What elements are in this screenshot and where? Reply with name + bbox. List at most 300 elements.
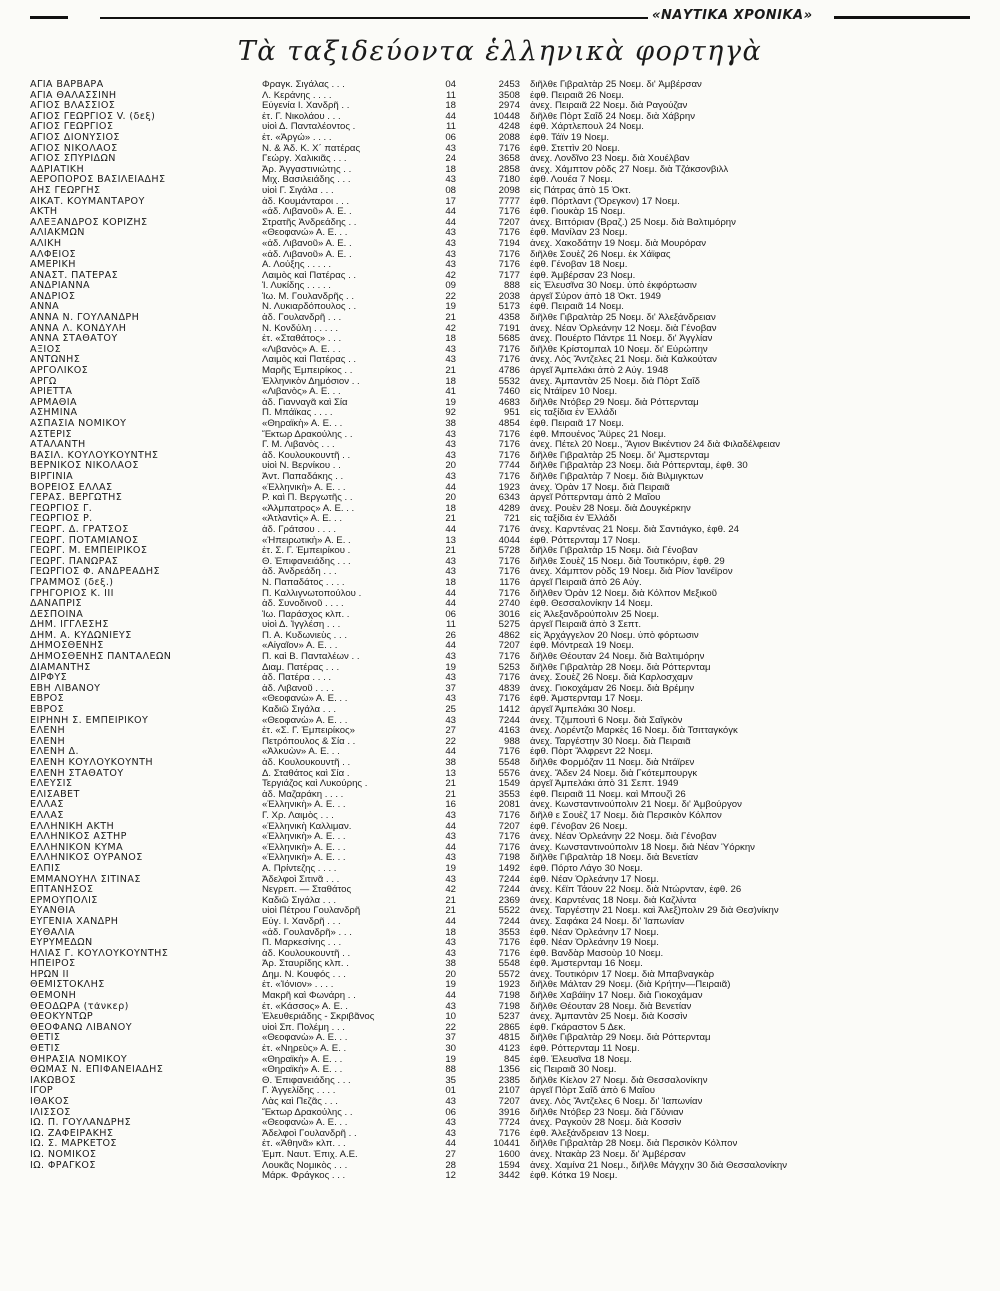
ship-owner: Καδιῶ Σιγάλα . . .: [262, 705, 337, 716]
ship-tonnage: 2385: [498, 1075, 520, 1086]
ship-owner: Ἀρ. Ἀγγαστινιώτης . .: [262, 164, 352, 175]
ship-name: ΔΗΜ. Α. ΚΥΔΩΝΙΕΥΣ: [30, 630, 132, 641]
list-item: [30, 228, 980, 239]
ship-year: 43: [445, 260, 456, 271]
ship-tonnage: 5522: [498, 906, 520, 917]
ship-tonnage: 3442: [498, 1171, 520, 1182]
ship-year: 18: [445, 101, 456, 112]
ship-owner: Λαιμὸς καὶ Πατέρας . .: [262, 270, 357, 281]
ship-name: ΙΩ. ΝΟΜΙΚΟΣ: [30, 1149, 97, 1160]
ship-tonnage: 7176: [498, 948, 520, 959]
ship-year: 18: [445, 577, 456, 588]
ship-year: 04: [445, 80, 456, 90]
ship-owner: Ἐμπ. Ναυτ. Ἐπιχ. Α.Ε.: [262, 1149, 358, 1160]
ship-name: ΙΑΚΩΒΟΣ: [30, 1075, 77, 1086]
ship-year: 43: [445, 1128, 456, 1139]
ship-position: ἐφθ. Στεττὶν 20 Νοεμ.: [530, 143, 620, 154]
ship-year: 25: [445, 705, 456, 716]
ship-owner: Λαιμὸς καὶ Πατέρας . .: [262, 355, 357, 366]
list-item: [30, 599, 980, 610]
list-item: [30, 567, 980, 578]
list-item: [30, 1150, 980, 1161]
list-item: [30, 747, 980, 758]
ship-tonnage: 7207: [498, 641, 520, 652]
ship-position: ἐφθ. Βανδὰρ Μασοὺρ 10 Νοεμ.: [530, 948, 664, 959]
ship-name: ΓΕΡΑΣ. ΒΕΡΓΩΤΗΣ: [30, 493, 123, 504]
ship-position: ἐφθ. Τάϊν 19 Νοεμ.: [530, 132, 610, 143]
ship-name: ΘΩΜΑΣ Ν. ΕΠΙΦΑΝΕΙΑΔΗΣ: [30, 1065, 164, 1076]
ship-year: 20: [445, 969, 456, 980]
ship-position: ἀνεχ. Σουὲζ 26 Νοεμ. διὰ Καρλοσχαμν: [530, 673, 693, 684]
list-item: [30, 1139, 980, 1150]
list-item: [30, 197, 980, 208]
ship-owner: υἱοὶ Δ. Ἰγγλέση . . .: [262, 620, 341, 631]
ship-year: 43: [445, 450, 456, 461]
ship-tonnage: 3553: [498, 789, 520, 800]
ship-owner: «ἀδ. Λιβανοῦ» Α. Ε. .: [262, 249, 352, 260]
ship-name: ΗΛΙΑΣ Γ. ΚΟΥΛΟΥΚΟΥΝΤΗΣ: [30, 948, 169, 959]
ship-name: ΑΓΙΑ ΘΑΛΑΣΣΙΝΗ: [30, 90, 117, 101]
ship-owner: ἀδ. Κουμάνταροι . . .: [262, 196, 350, 207]
ship-owner: Φραγκ. Σιγάλας . . .: [262, 80, 345, 90]
ship-owner: ἀδ. Γουλανδρῆ . . .: [262, 313, 342, 324]
list-item: [30, 377, 980, 388]
list-item: [30, 906, 980, 917]
ship-year: 12: [445, 1171, 456, 1182]
ship-owner: Μακρῆ καὶ Φωνάρη . .: [262, 991, 356, 1002]
ship-tonnage: 7207: [498, 821, 520, 832]
ship-name: ΙΩ. Π. ΓΟΥΛΑΝΔΡΗΣ: [30, 1118, 132, 1129]
list-item: [30, 1076, 980, 1087]
ship-year: 11: [446, 90, 456, 101]
ship-position: διῆλθε Σουὲζ 15 Νοεμ. διὰ Τουτικόριν, ἐφθ. 29: [530, 556, 725, 567]
ship-position: ἀνεχ. Λονδῖνο 23 Νοεμ. διὰ Χουέλβαν: [530, 154, 690, 165]
ship-name: ΘΕΤΙΣ: [30, 1033, 61, 1044]
ship-position: ἀνεχ. Ταργέστην 21 Νοεμ. καὶ Ἀλεξ)πολιν 29 διὰ Θεσ)νίκην: [530, 906, 779, 917]
ship-name: ΕΛΕΝΗ: [30, 726, 66, 737]
list-item: [30, 281, 980, 292]
ship-owner: Π. Μαρκεσίνης . . .: [262, 938, 342, 949]
ship-position: ἐφθ. Πόρτλαντ (Ὄρεγκον) 17 Νοεμ.: [530, 196, 680, 207]
ship-tonnage: 4123: [498, 1044, 520, 1055]
ship-year: 44: [445, 482, 456, 493]
ship-owner: Διαμ. Πατέρας . . .: [262, 662, 340, 673]
list-item: [30, 483, 980, 494]
ship-tonnage: 6343: [498, 493, 520, 504]
ship-tonnage: 4815: [498, 1033, 520, 1044]
ship-owner: «Θηραϊκὴ» Α. Ε. . .: [262, 1065, 343, 1076]
ship-owner: Ἰω. Μ. Γουλανδρῆς . .: [262, 291, 355, 302]
list-item: [30, 461, 980, 472]
ship-tonnage: 2088: [498, 132, 520, 143]
list-item: [30, 525, 980, 536]
list-item: [30, 536, 980, 547]
list-item: [30, 387, 980, 398]
ship-tonnage: 7180: [498, 175, 520, 186]
ship-position: ἀνεχ. Ἄδεν 24 Νοεμ. διὰ Γκότεμπουργκ: [530, 768, 698, 779]
ship-position: ἀνεχ. Χάμπτον ρὸδς 27 Νοεμ. διὰ Τζάκσονβιλλ: [530, 164, 729, 175]
ship-name: ΕΛΛΗΝΙΚΗ ΑΚΤΗ: [30, 821, 115, 832]
list-item: [30, 1161, 980, 1172]
ship-year: 44: [445, 524, 456, 535]
list-item: [30, 673, 980, 684]
list-item: [30, 133, 980, 144]
ship-tonnage: 7198: [498, 991, 520, 1002]
ship-owner: «Αἰγαῖον» Α. Ε. . .: [262, 641, 338, 652]
list-item: [30, 292, 980, 303]
ship-position: ἀνεχ. Ρουὲν 28 Νοεμ. διὰ Δουγκέρκην: [530, 503, 691, 514]
ship-position: ἀνεχ. Χάμπτον ρὸδς 19 Νοεμ. διὰ Ρίον Ἰανέϊρον: [530, 567, 733, 578]
ship-name: ΑΡΓΟΛΙΚΟΣ: [30, 366, 89, 377]
ship-position: ἀνεχ. Κέϊπ Τάουν 22 Νοεμ. διὰ Ντώρνταν, ἐφθ. 26: [530, 885, 742, 896]
ship-year: 38: [445, 758, 456, 768]
ship-name: ΕΛΠΙΣ: [30, 863, 61, 874]
ship-owner: Ἔκτωρ Δρακούλης . .: [262, 1107, 353, 1118]
header-rule-right: [834, 16, 970, 19]
ship-name: ΕΛΛΗΝΙΚΟΣ ΑΣΤΗΡ: [30, 832, 127, 843]
ship-tonnage: 2081: [498, 800, 520, 811]
ship-position: ἀνεχ. Βιττόριαν (Βραζ.) 25 Νοεμ. διὰ Βαλτιμόρην: [530, 217, 736, 228]
ship-year: 27: [445, 726, 456, 737]
list-item: [30, 1129, 980, 1140]
list-item: [30, 641, 980, 652]
list-item: [30, 366, 980, 377]
ship-name: ΕΛΛΑΣ: [30, 800, 64, 811]
ship-name: ΕΒΡΟΣ: [30, 694, 65, 705]
ship-position: ἀργεῖ Σύρον ἀπὸ 18 Ὀκτ. 1949: [530, 291, 662, 302]
ship-tonnage: 2858: [498, 164, 520, 175]
ship-owner: Στρατῆς Ἀνδρεάδης . .: [262, 217, 357, 228]
ship-position: ἐφθ. Νέαν Ὀρλεάνην 17 Νοεμ.: [530, 874, 659, 885]
ship-tonnage: 7176: [498, 832, 520, 843]
ship-owner: Θ. Ἐπιφανειάδης . . .: [262, 556, 351, 567]
ship-year: 21: [445, 514, 456, 525]
list-item: [30, 885, 980, 896]
ship-year: 42: [445, 885, 456, 896]
list-item: [30, 1118, 980, 1129]
ship-tonnage: 845: [503, 1054, 520, 1065]
ship-position: ἀνεχ. Χακοδάτην 19 Νοεμ. διὰ Μουρόραν: [530, 238, 707, 249]
ship-name: ΑΝΝΑ Ν. ΓΟΥΛΑΝΔΡΗ: [30, 313, 140, 324]
ship-owner: «ἀδ. Γουλανδρῆ» . . .: [262, 927, 352, 938]
ship-name: ΑΛΙΑΚΜΩΝ: [30, 228, 85, 239]
ship-owner: «Θηραϊκὴ» Α. Ε. . .: [262, 1054, 343, 1065]
list-item: [30, 864, 980, 875]
ship-position: ἐφθ. Γκάραστον 5 Δεκ.: [530, 1022, 626, 1033]
ship-position: ἐφθ. Πὸρτ Ἄλφρεντ 22 Νοεμ.: [530, 747, 653, 758]
ship-tonnage: 10441: [493, 1139, 520, 1150]
ship-position: ἀνεχ. Ταργέστην 30 Νοεμ. διὰ Πειραιᾶ: [530, 736, 691, 747]
list-item: [30, 1171, 980, 1182]
ship-name: ΘΕΟΚΥΝΤΩΡ: [30, 1012, 94, 1023]
list-item: [30, 80, 980, 91]
ship-position: ἐφθ. Μόντρεαλ 19 Νοεμ.: [530, 641, 634, 652]
list-item: [30, 1033, 980, 1044]
list-item: [30, 101, 980, 112]
ship-name: ΑΝΝΑ: [30, 302, 60, 313]
ship-tonnage: 1492: [498, 863, 520, 874]
ship-year: 44: [445, 641, 456, 652]
ship-position: διῆλθε Κρίστομπαλ 10 Νοεμ. δι' Εὐρώπην: [530, 344, 708, 355]
ship-position: διῆλθε Κίελον 27 Νοεμ. διὰ Θεσσαλονίκην: [530, 1075, 708, 1086]
ship-year: 44: [445, 599, 456, 610]
ship-position: διῆλθε Γιβραλτὰρ 23 Νοεμ. διὰ Ρόττερνταμ, ἐφθ. 30: [530, 461, 748, 472]
ship-year: 44: [445, 991, 456, 1002]
list-item: [30, 726, 980, 737]
ship-position: ἐφθ. Πειραιᾶ 26 Νοεμ.: [530, 90, 624, 101]
ship-owner: «Ἑλληνικὴ» Α. Ε. . .: [262, 853, 346, 864]
ship-owner: «Ἀλμπατρος» Α. Ε. . .: [262, 503, 355, 514]
ship-position: ἀργεῖ Ρόττερνταμ ἀπὸ 2 Μαΐου: [530, 493, 661, 504]
ship-tonnage: 3553: [498, 927, 520, 938]
ship-position: ἀνεχ. Ραγκοὺν 28 Νοεμ. διὰ Κοσσὶν: [530, 1118, 682, 1129]
ship-year: 43: [445, 938, 456, 949]
list-item: [30, 154, 980, 165]
ship-position: ἀνεχ. Σαφάκα 24 Νοεμ. δι' Ἰαπωνίαν: [530, 916, 685, 927]
ship-position: ἀνεχ. Λὸς Ἄντζελες 21 Νοεμ. διὰ Καλκούταν: [530, 355, 717, 366]
ship-tonnage: 7744: [498, 461, 520, 472]
ship-position: ἐφθ. Ἀμστερνταμ 16 Νοεμ.: [530, 959, 643, 970]
ship-name: ΔΑΝΑΠΡΙΣ: [30, 599, 82, 610]
list-item: [30, 546, 980, 557]
ship-position: διῆλθε Ντόβερ 29 Νοεμ. διὰ Ρόττερνταμ: [530, 397, 699, 408]
ship-year: 01: [445, 1086, 456, 1097]
ship-tonnage: 2098: [498, 185, 520, 196]
ship-owner: Θ. Ἐπιφανειάδης . . .: [262, 1075, 351, 1086]
ship-tonnage: 7176: [498, 440, 520, 451]
ship-owner: υἱοὶ Δ. Πανταλέοντος .: [262, 122, 356, 133]
ship-name: ΑΣΤΕΡΙΣ: [30, 429, 73, 440]
ship-position: ἀνεχ. Ἀμπαντὰν 25 Νοεμ. διὰ Πὸρτ Σαΐδ: [530, 376, 700, 387]
page-title: Τὰ ταξιδεύοντα ἑλληνικὰ φορτηγὰ: [237, 36, 763, 67]
list-item: [30, 112, 980, 123]
list-item: [30, 165, 980, 176]
ship-owner: Μαρῆς Ἐμπειρίκος . .: [262, 366, 353, 377]
ship-position: εἰς ταξίδια ἐν Ἑλλάδι: [530, 408, 617, 419]
ship-name: ΔΕΣΠΟΙΝΑ: [30, 609, 84, 620]
ship-year: 43: [445, 471, 456, 482]
ship-position: ἐφθ. Νέαν Ὀρλεάνην 19 Νοεμ.: [530, 938, 659, 949]
list-item: [30, 91, 980, 102]
ship-tonnage: 5548: [498, 758, 520, 768]
ship-owner: ἀδ. Μαζαράκη . . . .: [262, 789, 344, 800]
ship-owner: Νεγρεπ. — Σταθάτος: [262, 885, 352, 896]
ship-position: ἀνεχ. Ὀρὰν 17 Νοεμ. διὰ Πειραιᾶ: [530, 482, 670, 493]
ship-name: ΘΕΟΦΑΝΩ ΛΙΒΑΝΟΥ: [30, 1022, 132, 1033]
ship-year: 27: [445, 1149, 456, 1160]
ship-tonnage: 4044: [498, 535, 520, 546]
ship-year: 16: [445, 800, 456, 811]
ship-position: ἀνεχ. Πουέρτο Πάντρε 11 Νοεμ. δι' Ἀγγλίαν: [530, 334, 713, 345]
ship-name: ΑΣΗΜΙΝΑ: [30, 408, 78, 419]
ship-tonnage: 7176: [498, 842, 520, 853]
ship-year: 21: [445, 906, 456, 917]
list-item: [30, 440, 980, 451]
ship-tonnage: 3658: [498, 154, 520, 165]
ship-owner: ἀδ. Γράτσου . . . .: [262, 524, 336, 535]
ship-year: 21: [445, 546, 456, 557]
ship-year: 44: [445, 588, 456, 599]
ship-tonnage: 7176: [498, 260, 520, 271]
ship-tonnage: 4786: [498, 366, 520, 377]
ship-tonnage: 7207: [498, 217, 520, 228]
list-item: [30, 716, 980, 727]
ship-owner: Ἀδελφοὶ Σιτινᾶ . . .: [262, 874, 340, 885]
ship-tonnage: 7176: [498, 567, 520, 578]
ship-position: ἀνεχ. Πέτελ 20 Νοεμ., Ἄγιον Βικέντιον 24 διὰ Φιλαδέλφειαν: [530, 440, 780, 451]
ship-position: ἐφθ. Πειραιᾶ 11 Νοεμ. καὶ Μπουζὶ 26: [530, 789, 686, 800]
ship-owner: Ἀντ. Παπαδάκης . .: [262, 471, 344, 482]
ship-position: ἐφθ. Πόρτο Λάγο 30 Νοεμ.: [530, 863, 643, 874]
ship-position: εἰς ταξίδια ἐν Ἑλλάδι: [530, 514, 617, 525]
ship-owner: ἀδ. Κουλουκουντῆ . .: [262, 450, 351, 461]
ship-owner: ἑτ. «Ἰόνιον» . . . .: [262, 980, 334, 991]
ship-tonnage: 7176: [498, 694, 520, 705]
ship-position: διῆλθε Γιβραλτὰρ 25 Νοεμ. δι' Ἀμβέρσαν: [530, 80, 702, 90]
ship-owner: υἱοὶ Πέτρου Γουλανδρῆ: [262, 906, 361, 917]
ship-name: ΘΗΡΑΣΙΑ ΝΟΜΙΚΟΥ: [30, 1054, 128, 1065]
ship-year: 19: [445, 302, 456, 313]
ship-position: διῆλθε Γιβραλτὰρ 15 Νοεμ. διὰ Γένοβαν: [530, 546, 698, 557]
ship-tonnage: 1923: [498, 482, 520, 493]
ship-name: ΕΛΕΝΗ ΚΟΥΛΟΥΚΟΥΝΤΗ: [30, 758, 153, 768]
ship-position: διῆλθε Πὸρτ Σαΐδ 24 Νοεμ. διὰ Χάβρην: [530, 111, 696, 122]
ship-year: 19: [445, 863, 456, 874]
list-item: [30, 896, 980, 907]
ship-tonnage: 888: [503, 281, 520, 292]
ship-position: διῆλθε Χαβάϊην 17 Νοεμ. διὰ Γιοκοχάμαν: [530, 991, 703, 1002]
ship-position: διῆλθε Σουὲζ 26 Νοεμ. ἐκ Χάϊφας: [530, 249, 671, 260]
ship-tonnage: 3508: [498, 90, 520, 101]
ship-year: 88: [445, 1065, 456, 1076]
ship-position: ἀνεχ. Λορέντζο Μαρκὲς 16 Νοεμ. διὰ Τσιτταγκόγκ: [530, 726, 738, 737]
ship-position: διῆλθ ε Σουὲζ 17 Νοεμ. διὰ Περσικὸν Κόλπον: [530, 810, 722, 821]
list-item: [30, 917, 980, 928]
ship-tonnage: 4854: [498, 419, 520, 429]
ship-year: 43: [445, 249, 456, 260]
ship-year: 43: [445, 238, 456, 249]
ship-name: ΕΛΕΥΣΙΣ: [30, 779, 73, 790]
ship-tonnage: 7724: [498, 1118, 520, 1129]
ship-name: ΑΣΠΑΣΙΑ ΝΟΜΙΚΟΥ: [30, 419, 127, 429]
ship-name: ΕΥΑΝΘΙΑ: [30, 906, 76, 917]
ship-year: 43: [445, 429, 456, 440]
ship-year: 43: [445, 567, 456, 578]
ship-name: ΙΩ. ΦΡΑΓΚΟΣ: [30, 1160, 96, 1171]
list-item: [30, 324, 980, 335]
ship-name: ΕΛΕΝΗ: [30, 736, 66, 747]
list-item: [30, 631, 980, 642]
list-item: [30, 1086, 980, 1097]
ship-owner: Πετρόπουλος & Σία . .: [262, 736, 356, 747]
ship-year: 22: [445, 291, 456, 302]
ship-year: 43: [445, 228, 456, 239]
ship-list: [30, 80, 980, 1182]
ship-year: 21: [445, 366, 456, 377]
ship-tonnage: 5532: [498, 376, 520, 387]
ship-name: ΓΕΩΡΓΙΟΣ Ρ.: [30, 514, 93, 525]
list-item: [30, 853, 980, 864]
ship-position: ἀνεχ. Χαμίνα 21 Νοεμ., διῆλθε Μάγχην 30 διὰ Θεσσαλονίκην: [530, 1160, 788, 1171]
ship-year: 43: [445, 175, 456, 186]
ship-position: ἐφθ. Χάρτλεπουλ 24 Νοεμ.: [530, 122, 644, 133]
ship-tonnage: 4839: [498, 683, 520, 694]
ship-tonnage: 7176: [498, 524, 520, 535]
ship-position: ἐφθ. Λουέα 7 Νοεμ.: [530, 175, 613, 186]
ship-owner: Ἀδελφοὶ Γουλανδρῆ . .: [262, 1128, 357, 1139]
ship-owner: Δημ. Ν. Κουφός . . .: [262, 969, 346, 980]
ship-position: διῆλθε Γιβραλτὰρ 25 Νοεμ. δι' Ἀμστερνταμ: [530, 450, 710, 461]
ship-owner: ἑτ. «Κάσσος» Α. Ε. .: [262, 1001, 348, 1012]
ship-tonnage: 2038: [498, 291, 520, 302]
ship-year: 43: [445, 1118, 456, 1129]
ship-owner: ἀδ. Κουλουκουντῆ . .: [262, 758, 351, 768]
ship-year: 20: [445, 461, 456, 472]
ship-tonnage: 7176: [498, 207, 520, 218]
ship-owner: Ἐλευθεριάδης - Σκριβᾶνος: [262, 1012, 375, 1023]
list-item: [30, 875, 980, 886]
ship-owner: «Θεοφανὼ» Α. Ε. . .: [262, 694, 348, 705]
ship-position: ἐφθ. Ἐλευσῖνα 18 Νοεμ.: [530, 1054, 632, 1065]
ship-year: 13: [445, 768, 456, 779]
ship-owner: ἀδ. Κουλουκουντῆ . .: [262, 948, 351, 959]
ship-name: ΔΗΜΟΣΘΕΝΗΣ: [30, 641, 104, 652]
ship-year: 08: [445, 185, 456, 196]
ship-position: ἀργεῖ Πειραιᾶ ἀπὸ 26 Αὐγ.: [530, 577, 642, 588]
ship-owner: Μιχ. Βασιλειάδης . . .: [262, 175, 351, 186]
ship-name: ΙΘΑΚΟΣ: [30, 1097, 70, 1107]
ship-name: ΑΓΙΟΣ ΣΠΥΡΙΔΩΝ: [30, 154, 116, 165]
list-item: [30, 122, 980, 133]
ship-name: ΑΓΙΟΣ ΔΙΟΝΥΣΙΟΣ: [30, 132, 120, 143]
list-item: [30, 186, 980, 197]
list-item: [30, 260, 980, 271]
ship-position: ἀνεχ. Καρντένας 18 Νοεμ. διὰ Καζλίντα: [530, 895, 697, 906]
ship-year: 43: [445, 874, 456, 885]
list-item: [30, 430, 980, 441]
ship-tonnage: 2974: [498, 101, 520, 112]
ship-year: 11: [446, 620, 456, 631]
ship-tonnage: 7176: [498, 429, 520, 440]
ship-name: ΓΕΩΡΓΙΟΣ Φ. ΑΝΔΡΕΑΔΗΣ: [30, 567, 160, 578]
ship-name: ΑΙΚΑΤ. ΚΟΥΜΑΝΤΑΡΟΥ: [30, 196, 145, 207]
ship-tonnage: 4683: [498, 397, 520, 408]
ship-tonnage: 7460: [498, 387, 520, 398]
list-item: [30, 938, 980, 949]
ship-position: εἰς Ἀλεξανδρούπολιν 25 Νοεμ.: [530, 609, 660, 620]
ship-year: 21: [445, 313, 456, 324]
ship-year: 44: [445, 1139, 456, 1150]
ship-position: ἐφθ. Ἀμστερνταμ 17 Νοεμ.: [530, 694, 643, 705]
ship-year: 44: [445, 217, 456, 228]
ship-position: ἐφθ. Μπουένος Ἄϋρες 21 Νοεμ.: [530, 429, 667, 440]
list-item: [30, 843, 980, 854]
ship-position: ἐφθ. Κότκα 19 Νοεμ.: [530, 1171, 618, 1182]
ship-name: ΒΑΣΙΛ. ΚΟΥΛΟΥΚΟΥΝΤΗΣ: [30, 450, 159, 461]
ship-name: ΓΕΩΡΓ. Δ. ΓΡΑΤΣΟΣ: [30, 524, 129, 535]
ship-position: ἐφθ. Ἀλεξάνδρειαν 13 Νοεμ.: [530, 1128, 650, 1139]
ship-owner: υἱοὶ Ν. Βερνίκου . .: [262, 461, 341, 472]
ship-name: ΓΕΩΡΓ. ΠΑΝΩΡΑΣ: [30, 556, 119, 567]
ship-position: εἰς Πάτρας ἀπὸ 15 Ὀκτ.: [530, 185, 631, 196]
ship-tonnage: 4248: [498, 122, 520, 133]
ship-name: ΑΞΙΟΣ: [30, 344, 62, 355]
ship-owner: υἱοὶ Γ. Σιγάλα . . .: [262, 185, 334, 196]
ship-name: ΕΛΛΑΣ: [30, 810, 64, 821]
ship-position: διῆλθε Γιβραλτὰρ 7 Νοεμ. διὰ Βιλμιγκτων: [530, 471, 704, 482]
ship-owner: Ἰω. Παράσχος κλπ. .: [262, 609, 350, 620]
ship-name: ΑΛΦΕΙΟΣ: [30, 249, 76, 260]
